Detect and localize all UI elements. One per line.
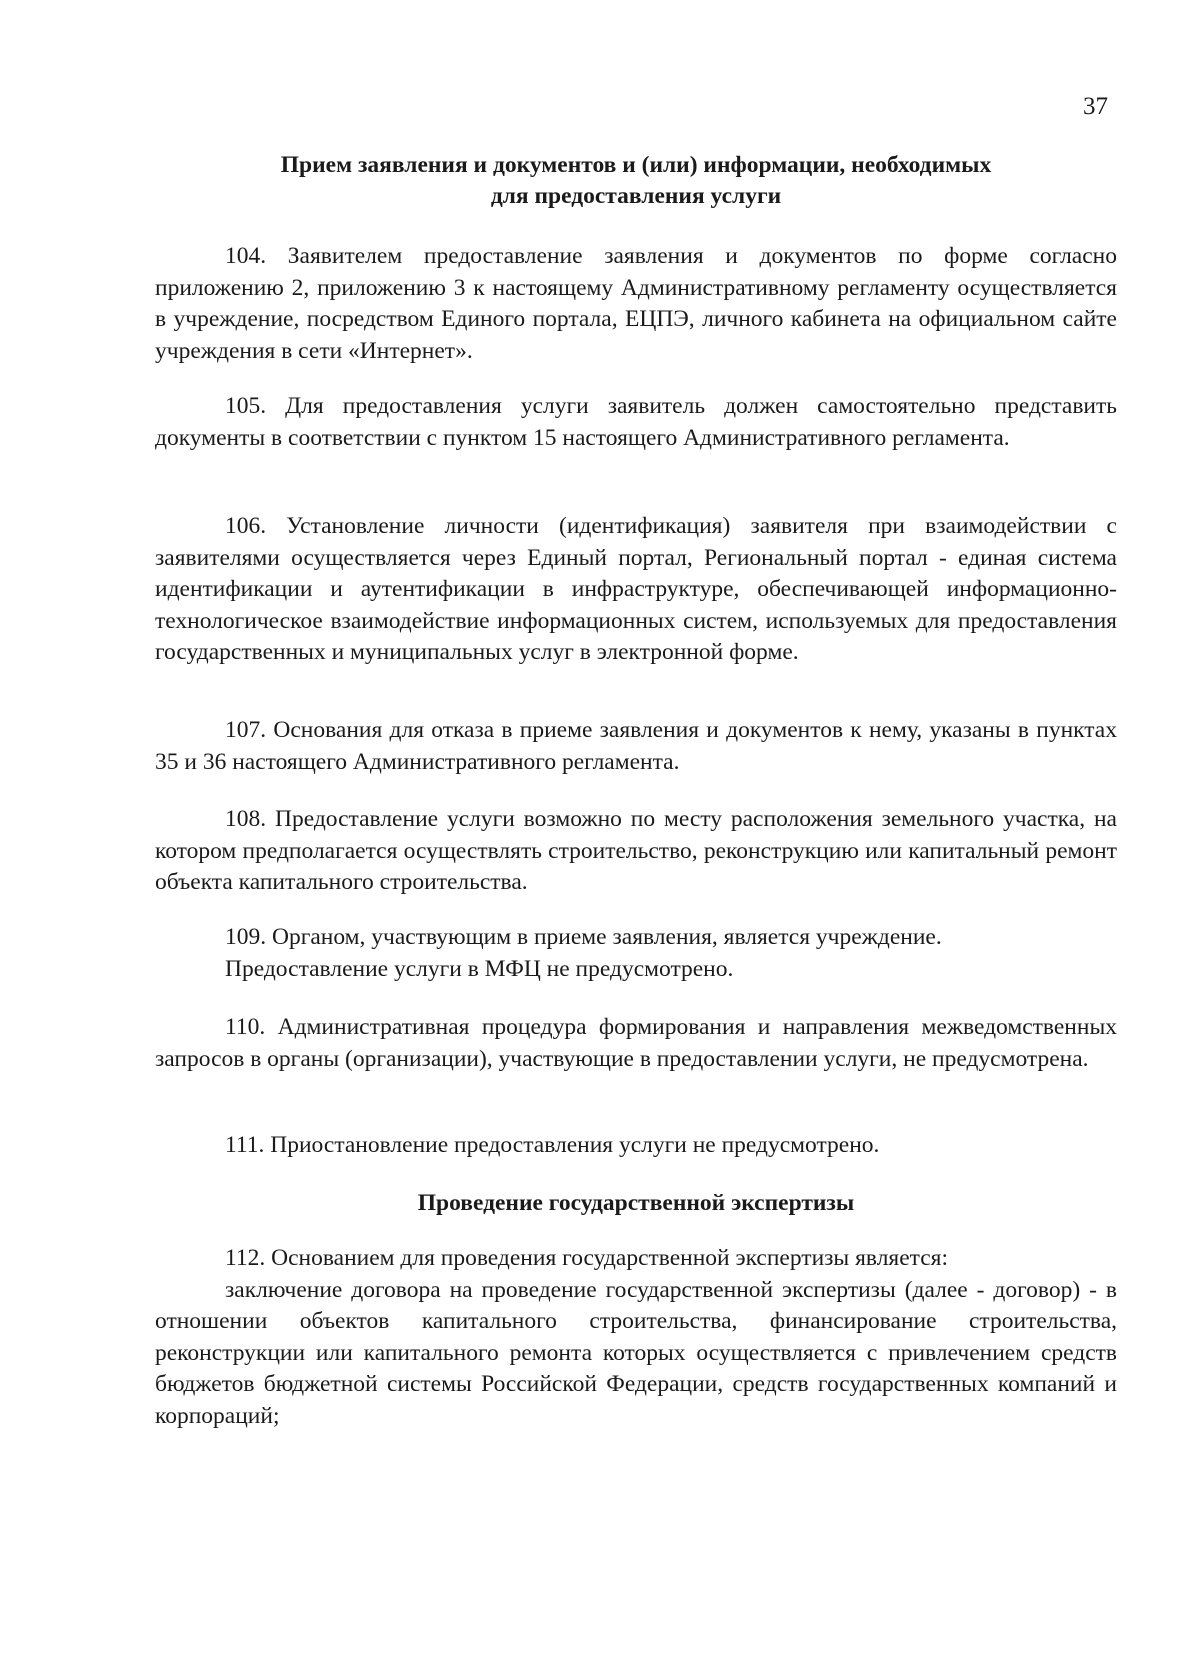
paragraph-106 [155, 511, 1117, 669]
paragraph-106-text: 106. Установление личности (идентификация) заявителя при взаимодействии с заявителями осуществляется через Единый портал, Региональный портал - единая система идентификации и аутентификации в инфраструктуре, обеспечивающей информационно-технологическое взаимодействие информационных систем, используемых для предоставления государственных и муниципальных услуг в электронной форме. [155, 513, 1117, 665]
paragraph-110 [155, 1012, 1117, 1075]
paragraph-109 [155, 922, 1117, 985]
paragraph-105 [155, 391, 1117, 454]
paragraph-109-text-a: 109. Органом, участвующим в приеме заявления, является учреждение. [225, 924, 942, 950]
paragraph-104-text: 104. Заявителем предоставление заявления и документов по форме согласно приложению 2, приложению 3 к настоящему Административному регламенту осуществляется в учреждение, посредством Единого портала, ЕЦПЭ, личного кабинета на официальном сайте учреждения в сети «Интернет». [155, 243, 1117, 364]
paragraph-112-text: 112. Основанием для проведения государственной экспертизы является: [225, 1245, 948, 1271]
section-heading-reception [155, 150, 1117, 212]
paragraph-108 [155, 804, 1117, 899]
paragraph-104 [155, 241, 1117, 367]
section-heading-line-1: Прием заявления и документов и (или) информации, необходимых [280, 152, 992, 178]
paragraph-111 [155, 1130, 1117, 1162]
page-number: 37 [1083, 93, 1108, 120]
paragraph-109-text-b: Предоставление услуги в МФЦ не предусмотрено. [225, 955, 734, 982]
paragraph-112-item: заключение договора на проведение государственной экспертизы (далее - договор) - в отношении объектов капитального строительства, финансирование строительства, реконструкции или капитального ремонта которых осуществляется с привлечением средств бюджетов бюджетной системы Российской Федерации, средств государственных компаний и корпораций; [155, 1276, 1117, 1429]
section-heading-line-2: для предоставления услуги [490, 183, 782, 209]
section-heading-expertise-text: Проведение государственной экспертизы [417, 1190, 855, 1216]
paragraph-111-text: 111. Приостановление предоставления услуги не предусмотрено. [225, 1132, 880, 1158]
paragraph-110-text: 110. Административная процедура формирования и направления межведомственных запросов в органы (организации), участвующие в предоставлении услуги, не предусмотрена. [155, 1014, 1117, 1072]
paragraph-107-text: 107. Основания для отказа в приеме заявления и документов к нему, указаны в пунктах 35 и 36 настоящего Административного регламента. [155, 717, 1117, 775]
paragraph-105-text: 105. Для предоставления услуги заявитель должен самостоятельно представить документы в соответствии с пунктом 15 настоящего Административного регламента. [155, 393, 1117, 451]
section-heading-expertise [155, 1188, 1117, 1219]
paragraph-108-text: 108. Предоставление услуги возможно по месту расположения земельного участка, на котором предполагается осуществлять строительство, реконструкцию или капитальный ремонт объекта капитального строительства. [155, 806, 1117, 895]
paragraph-112 [155, 1243, 1117, 1432]
paragraph-107 [155, 715, 1117, 778]
